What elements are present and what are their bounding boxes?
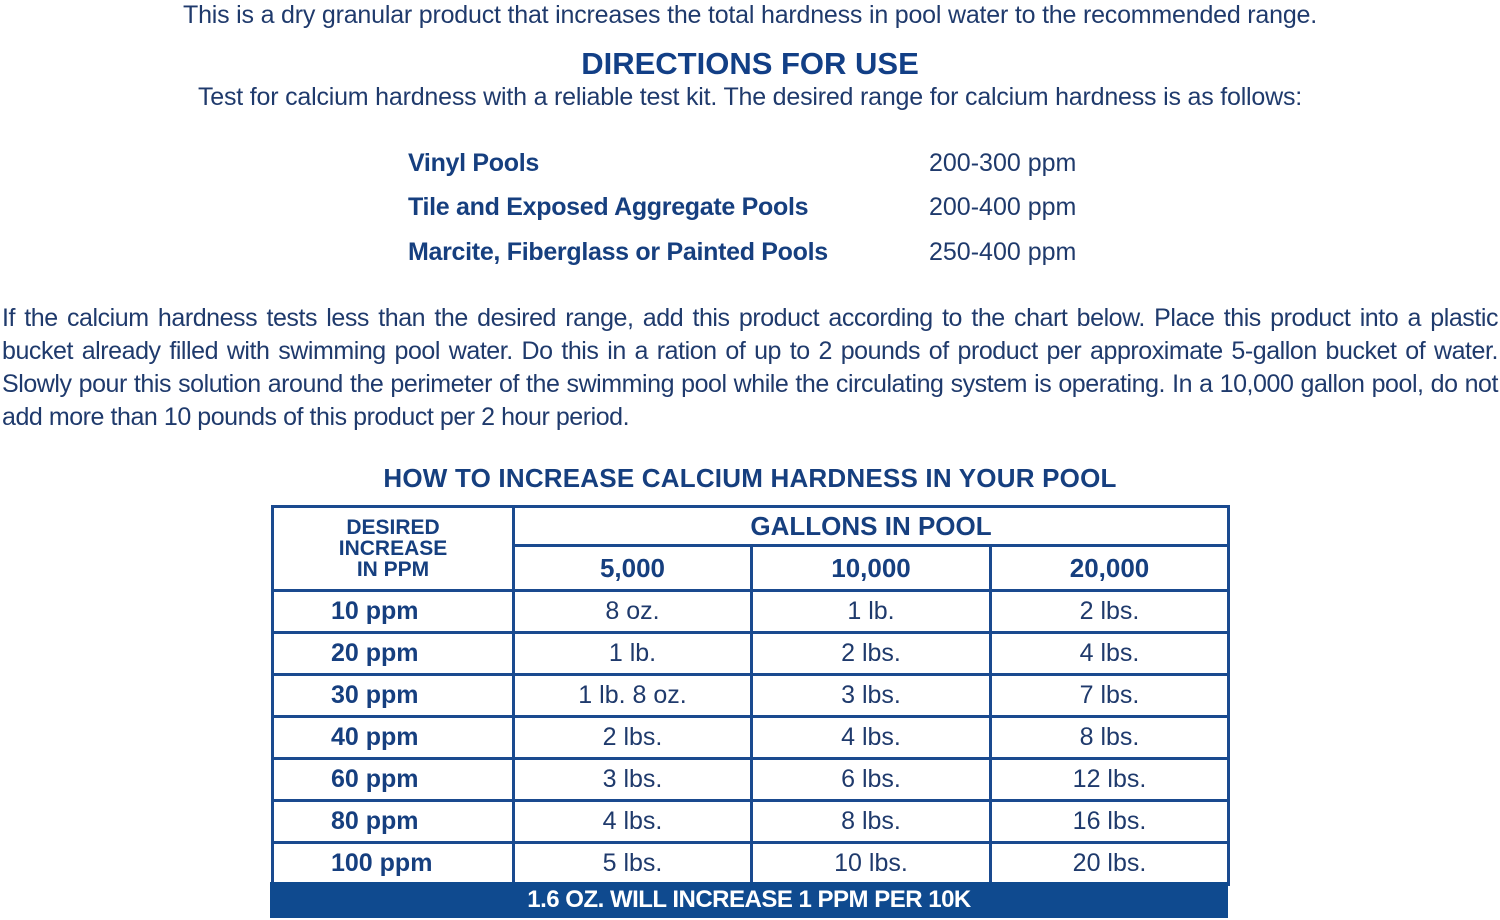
table-title: HOW TO INCREASE CALCIUM HARDNESS IN YOUR POOL: [383, 463, 1117, 493]
pool-type: Vinyl Pools: [408, 149, 540, 177]
ppm-range: 250-400 ppm: [929, 238, 1077, 266]
dose-cell: 7 lbs.: [991, 675, 1229, 717]
table-row: [273, 843, 1229, 885]
header-10000: 10,000: [752, 546, 991, 591]
pool-type: Marcite, Fiberglass or Painted Pools: [408, 238, 828, 266]
header-line: INCREASE: [338, 537, 448, 560]
dose-cell: 2 lbs.: [514, 717, 752, 759]
dose-cell: 8 lbs.: [752, 801, 991, 843]
dose-cell: 8 lbs.: [991, 717, 1229, 759]
header-5000: 5,000: [514, 546, 752, 591]
instructions-paragraph: If the calcium hardness tests less than the desired range, add this product according to the chart below. Place this product into a plastic bucket already filled with swimming pool water. Do this in a ration of up to 2 pounds of product per approximate 5-gallon bucket of water. Slowly pour this solution around the perimeter of the swimming pool while the circulating system is operating. In a 10,000 gallon pool, do not add more than 10 pounds of this product per 2 hour period.: [2, 304, 1498, 431]
dose-cell: 20 lbs.: [991, 843, 1229, 885]
table-footer-note: 1.6 OZ. WILL INCREASE 1 PPM PER 10K: [270, 882, 1228, 918]
dose-cell: 2 lbs.: [991, 591, 1229, 633]
table-row: [273, 801, 1229, 843]
increase-cell: 100 ppm: [273, 843, 514, 885]
intro-text: This is a dry granular product that increases the total hardness in pool water to the recommended range.: [183, 1, 1317, 29]
header-line: DESIRED: [346, 516, 440, 539]
dosage-table: [271, 505, 1230, 886]
header-line: IN PPM: [356, 558, 430, 581]
table-row: [273, 717, 1229, 759]
dose-cell: 4 lbs.: [752, 717, 991, 759]
increase-cell: 80 ppm: [273, 801, 514, 843]
table-row: [273, 591, 1229, 633]
table-row: [273, 633, 1229, 675]
header-20000: 20,000: [991, 546, 1229, 591]
dose-cell: 8 oz.: [514, 591, 752, 633]
dose-cell: 4 lbs.: [991, 633, 1229, 675]
table-row: [273, 759, 1229, 801]
ppm-range: 200-400 ppm: [929, 193, 1077, 221]
dose-cell: 6 lbs.: [752, 759, 991, 801]
header-desired-increase: [273, 507, 514, 591]
directions-title: DIRECTIONS FOR USE: [581, 46, 919, 81]
dose-cell: 2 lbs.: [752, 633, 991, 675]
directions-subtitle: Test for calcium hardness with a reliable test kit. The desired range for calcium hardness is as follows:: [197, 83, 1303, 111]
ppm-range: 200-300 ppm: [929, 149, 1077, 177]
pool-type: Tile and Exposed Aggregate Pools: [408, 193, 809, 221]
increase-cell: 40 ppm: [273, 717, 514, 759]
dose-cell: 1 lb.: [752, 591, 991, 633]
dose-cell: 3 lbs.: [752, 675, 991, 717]
range-row-vinyl: [408, 141, 1108, 185]
dose-cell: 1 lb.: [514, 633, 752, 675]
dose-cell: 5 lbs.: [514, 843, 752, 885]
dose-cell: 1 lb. 8 oz.: [514, 675, 752, 717]
header-gallons: GALLONS IN POOL: [514, 507, 1229, 546]
dose-cell: 12 lbs.: [991, 759, 1229, 801]
increase-cell: 20 ppm: [273, 633, 514, 675]
increase-cell: 30 ppm: [273, 675, 514, 717]
dose-cell: 4 lbs.: [514, 801, 752, 843]
increase-cell: 60 ppm: [273, 759, 514, 801]
range-row-tile: [408, 185, 1108, 229]
dose-cell: 10 lbs.: [752, 843, 991, 885]
dose-cell: 3 lbs.: [514, 759, 752, 801]
range-row-marcite: [408, 230, 1108, 274]
dose-cell: 16 lbs.: [991, 801, 1229, 843]
table-row: [273, 675, 1229, 717]
increase-cell: 10 ppm: [273, 591, 514, 633]
